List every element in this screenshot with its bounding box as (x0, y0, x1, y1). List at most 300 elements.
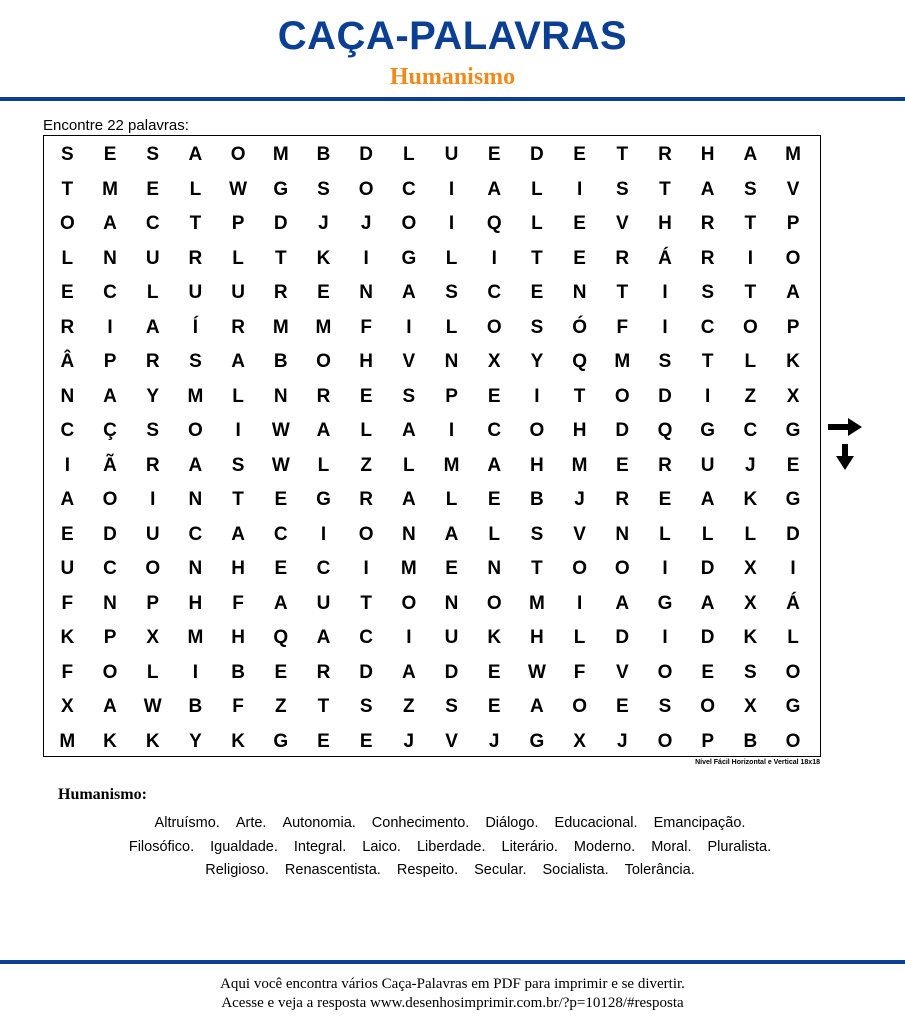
grid-cell: V (786, 178, 800, 200)
grid-cell: W (229, 178, 248, 200)
grid-cell: O (316, 351, 331, 373)
grid-cell: N (401, 523, 416, 545)
grid-cell: A (401, 420, 416, 442)
word-list (40, 812, 860, 883)
grid-cell: C (487, 282, 502, 304)
grid-cell: F (616, 316, 629, 338)
grid-cell: L (659, 523, 671, 545)
grid-cell: D (530, 144, 544, 166)
grid-cell: R (316, 385, 331, 407)
grid-cell: L (488, 523, 501, 545)
word-list-item: Renascentista. (284, 862, 381, 878)
grid-cell: B (530, 489, 544, 511)
grid-cell: A (145, 316, 160, 338)
grid-cell: L (189, 178, 202, 200)
grid-cell: H (359, 351, 374, 373)
grid-cell: L (232, 247, 244, 269)
grid-cell: T (317, 696, 330, 718)
grid-cell: S (744, 178, 757, 200)
grid-cell: S (615, 178, 629, 200)
grid-cell: C (316, 558, 331, 580)
grid-cell: D (444, 661, 459, 683)
grid-cell: G (529, 730, 545, 752)
grid-cell: E (274, 558, 288, 580)
grid-cell: X (61, 696, 74, 718)
grid-cell: L (787, 627, 799, 649)
grid-cell: T (232, 489, 244, 511)
grid-cell: R (145, 454, 160, 476)
grid-cell: D (103, 523, 117, 545)
grid-cell: C (487, 420, 502, 442)
grid-cell: O (572, 558, 587, 580)
grid-cell: N (103, 247, 117, 269)
grid-cell: R (658, 144, 672, 166)
grid-cell: G (273, 730, 289, 752)
word-list-item: Liberdade. (416, 838, 486, 855)
grid-cell: T (360, 592, 372, 614)
grid-cell: E (487, 696, 501, 718)
grid-cell: L (146, 661, 159, 683)
grid-cell: E (573, 213, 586, 235)
grid-cell: W (271, 454, 290, 476)
grid-cell: J (360, 213, 372, 235)
grid-cell: O (614, 385, 630, 407)
grid-cell: A (231, 523, 245, 545)
grid-cell: S (61, 144, 74, 166)
grid-cell: G (657, 592, 673, 614)
grid-cell: I (406, 316, 412, 338)
grid-cell: A (60, 489, 75, 511)
grid-cell: I (363, 247, 369, 269)
grid-cell: E (103, 144, 117, 166)
grid-cell: R (316, 661, 331, 683)
word-search-grid-frame (43, 135, 821, 757)
grid-cell: I (150, 489, 156, 511)
grid-cell: Í (192, 316, 199, 338)
grid-cell: S (744, 661, 757, 683)
grid-cell: S (658, 696, 672, 718)
grid-cell: D (359, 661, 374, 683)
grid-cell: O (358, 523, 374, 545)
word-list-item: Moral. (651, 838, 692, 855)
bottom-divider (0, 960, 905, 964)
grid-cell: T (61, 178, 74, 200)
grid-cell: O (401, 592, 417, 614)
grid-cell: L (445, 316, 458, 338)
grid-cell: L (232, 385, 244, 407)
grid-cell: V (615, 213, 629, 235)
grid-cell: S (530, 316, 544, 338)
grid-cell: N (60, 385, 75, 407)
grid-cell: G (316, 489, 331, 511)
grid-cell: L (531, 178, 543, 200)
grid-cell: T (274, 247, 287, 269)
grid-cell: J (574, 489, 585, 511)
grid-cell: A (700, 592, 715, 614)
word-list-item: Emancipação. (653, 815, 746, 831)
direction-arrows (828, 418, 864, 470)
grid-cell: S (445, 696, 458, 718)
grid-cell: U (60, 558, 75, 580)
grid-cell: O (700, 696, 716, 718)
grid-cell: M (571, 454, 588, 476)
grid-cell: N (103, 592, 117, 614)
grid-cell: L (61, 247, 74, 269)
grid-cell: W (143, 696, 162, 718)
grid-cell: D (658, 385, 672, 407)
grid-cell: S (402, 385, 416, 407)
word-list-item: Tolerância. (624, 862, 695, 878)
grid-cell: Z (403, 696, 415, 718)
grid-cell: O (657, 661, 673, 683)
grid-cell: I (448, 178, 455, 200)
word-list-item: Arte. (235, 815, 267, 831)
grid-cell: Y (146, 385, 160, 407)
grid-cell: A (401, 489, 416, 511)
grid-cell: R (700, 213, 715, 235)
grid-cell: H (572, 420, 587, 442)
grid-cell: A (103, 696, 117, 718)
grid-cell: S (189, 351, 202, 373)
grid-cell: H (530, 627, 544, 649)
grid-cell: E (274, 489, 288, 511)
grid-cell: Q (657, 420, 673, 442)
grid-cell: C (743, 420, 758, 442)
word-list-item: Diálogo. (485, 815, 539, 831)
grid-cell: M (59, 730, 76, 752)
word-list-item: Integral. (293, 838, 347, 855)
grid-cell: G (700, 420, 716, 442)
grid-cell: L (403, 144, 415, 166)
grid-cell: C (103, 558, 117, 580)
grid-cell: E (146, 178, 160, 200)
grid-cell: I (363, 558, 369, 580)
grid-cell: R (231, 316, 245, 338)
grid-cell: P (445, 385, 458, 407)
grid-cell: E (317, 730, 330, 752)
grid-cell: P (786, 316, 800, 338)
grid-cell: N (273, 385, 288, 407)
grid-cell: C (273, 523, 288, 545)
grid-cell: O (572, 696, 587, 718)
grid-cell: I (662, 282, 668, 304)
grid-cell: C (145, 213, 160, 235)
grid-cell: H (658, 213, 672, 235)
grid-cell: D (700, 627, 715, 649)
grid-cell: R (145, 351, 160, 373)
grid-cell: L (531, 213, 543, 235)
grid-cell: F (360, 316, 372, 338)
grid-cell: G (273, 178, 289, 200)
grid-cell: Ó (572, 316, 587, 338)
grid-cell: E (61, 523, 74, 545)
grid-cell: A (188, 454, 203, 476)
grid-cell: O (657, 730, 673, 752)
grid-cell: P (231, 213, 245, 235)
grid-cell: J (488, 730, 500, 752)
grid-cell: C (188, 523, 203, 545)
grid-cell: R (658, 454, 672, 476)
grid-cell: I (747, 247, 753, 269)
grid-cell: I (448, 213, 455, 235)
grid-cell: T (616, 282, 629, 304)
grid-cell: N (188, 558, 203, 580)
grid-cell: Z (744, 385, 757, 407)
grid-cell: M (443, 454, 460, 476)
grid-cell: M (102, 178, 118, 200)
grid-cell: G (785, 420, 801, 442)
grid-cell: L (360, 420, 372, 442)
grid-cell: L (445, 489, 458, 511)
grid-cell: X (573, 730, 586, 752)
grid-cell: Z (274, 696, 287, 718)
word-list-item: Autonomia. (282, 815, 356, 831)
grid-cell: D (615, 627, 630, 649)
grid-cell: B (273, 351, 288, 373)
grid-cell: I (235, 420, 241, 442)
word-search-grid (44, 138, 821, 759)
grid-cell: A (615, 592, 630, 614)
grid-cell: A (316, 627, 331, 649)
grid-cell: U (188, 282, 203, 304)
arrow-down-icon (836, 444, 864, 470)
grid-cell: W (271, 420, 290, 442)
grid-cell: A (786, 282, 800, 304)
grid-cell: P (786, 213, 800, 235)
grid-cell: A (530, 696, 544, 718)
grid-cell: P (146, 592, 160, 614)
grid-cell: K (487, 627, 502, 649)
grid-cell: U (231, 282, 245, 304)
grid-cell: J (745, 454, 756, 476)
grid-cell: I (662, 316, 668, 338)
grid-cell: I (406, 627, 412, 649)
word-list-item: Religioso. (205, 862, 269, 878)
grid-cell: O (358, 178, 374, 200)
grid-cell: A (273, 592, 288, 614)
grid-cell: N (188, 489, 203, 511)
grid-cell: D (786, 523, 800, 545)
grid-cell: Â (60, 351, 75, 373)
grid-cell: Ã (103, 454, 117, 476)
grid-cell: G (401, 247, 417, 269)
grid-cell: A (401, 661, 416, 683)
grid-cell: P (701, 730, 714, 752)
level-note: Nível Fácil Horizontal e Vertical 18x18 (695, 759, 820, 766)
grid-cell: O (59, 213, 75, 235)
grid-cell: A (700, 489, 715, 511)
grid-cell: O (102, 661, 118, 683)
grid-cell: H (530, 454, 544, 476)
grid-cell: A (316, 420, 331, 442)
grid-cell: A (188, 144, 203, 166)
grid-cell: U (700, 454, 715, 476)
grid-cell: Á (786, 592, 800, 614)
grid-cell: F (573, 661, 586, 683)
word-list-item: Altruísmo. (154, 815, 220, 831)
grid-cell: N (615, 523, 630, 545)
grid-cell: C (60, 420, 75, 442)
grid-cell: O (230, 144, 246, 166)
grid-cell: E (615, 454, 629, 476)
grid-cell: O (486, 592, 502, 614)
grid-cell: O (529, 420, 545, 442)
grid-cell: T (573, 385, 586, 407)
grid-cell: M (187, 385, 204, 407)
grid-cell: V (445, 730, 458, 752)
grid-cell: A (487, 454, 502, 476)
grid-cell: I (320, 523, 327, 545)
grid-cell: T (659, 178, 671, 200)
grid-cell: E (530, 282, 544, 304)
grid-cell: F (232, 696, 244, 718)
arrow-right-icon (828, 418, 864, 436)
word-list-item: Educacional. (554, 815, 638, 831)
grid-cell: R (615, 489, 630, 511)
grid-cell: E (573, 144, 586, 166)
grid-cell: H (700, 144, 715, 166)
grid-cell: M (315, 316, 332, 338)
grid-cell: I (64, 454, 70, 476)
grid-cell: I (576, 592, 583, 614)
grid-cell: A (700, 178, 715, 200)
grid-cell: E (487, 489, 501, 511)
page-title: CAÇA-PALAVRAS (277, 14, 628, 58)
grid-cell: S (146, 144, 160, 166)
grid-cell: X (146, 627, 160, 649)
grid-cell: Q (486, 213, 502, 235)
grid-cell: H (231, 558, 245, 580)
grid-cell: U (444, 144, 459, 166)
grid-cell: Y (530, 351, 544, 373)
word-list-item: Conhecimento. (371, 815, 470, 831)
grid-cell: P (103, 351, 117, 373)
word-list-item: Igualdade. (210, 838, 278, 855)
grid-cell: N (487, 558, 502, 580)
grid-cell: I (576, 178, 583, 200)
grid-cell: M (614, 351, 631, 373)
grid-cell: X (744, 592, 757, 614)
word-list-item: Socialista. (542, 862, 609, 878)
grid-cell: D (615, 420, 630, 442)
grid-cell: O (486, 316, 502, 338)
grid-cell: C (401, 178, 416, 200)
top-divider (0, 97, 905, 101)
grid-cell: S (317, 178, 330, 200)
grid-cell: X (786, 385, 800, 407)
grid-cell: B (743, 730, 758, 752)
grid-cell: M (272, 316, 289, 338)
grid-cell: K (145, 730, 160, 752)
footer-line-1: Aqui você encontra vários Caça-Palavras em PDF para imprimir e se divertir. (220, 976, 685, 992)
grid-cell: E (615, 696, 629, 718)
grid-cell: L (573, 627, 586, 649)
grid-cell: D (359, 144, 374, 166)
grid-cell: R (273, 282, 288, 304)
grid-cell: C (700, 316, 715, 338)
grid-cell: X (487, 351, 501, 373)
grid-cell: B (231, 661, 245, 683)
grid-cell: M (400, 558, 417, 580)
word-list-item: Respeito. (396, 862, 459, 878)
grid-cell: L (445, 247, 458, 269)
grid-cell: Q (572, 351, 587, 373)
grid-cell: C (359, 627, 374, 649)
grid-cell: D (273, 213, 288, 235)
grid-cell: S (701, 282, 714, 304)
grid-cell: I (491, 247, 497, 269)
grid-cell: Á (658, 247, 672, 269)
grid-cell: I (534, 385, 540, 407)
grid-cell: E (359, 385, 373, 407)
grid-cell: O (785, 247, 801, 269)
grid-cell: E (359, 730, 373, 752)
grid-cell: K (743, 489, 758, 511)
grid-cell: C (103, 282, 117, 304)
grid-cell: H (231, 627, 245, 649)
grid-cell: A (401, 282, 416, 304)
grid-cell: O (742, 316, 758, 338)
grid-cell: Q (273, 627, 289, 649)
grid-cell: I (662, 558, 668, 580)
grid-cell: J (318, 213, 329, 235)
grid-cell: O (785, 730, 801, 752)
grid-cell: I (705, 385, 711, 407)
grid-cell: S (231, 454, 245, 476)
word-list-item: Literário. (501, 838, 558, 855)
grid-cell: N (572, 282, 587, 304)
grid-cell: M (272, 144, 289, 166)
grid-cell: E (317, 282, 330, 304)
word-list-item: Moderno. (573, 838, 636, 855)
grid-cell: E (487, 385, 501, 407)
word-list-item: Pluralista. (707, 838, 772, 855)
grid-cell: V (402, 351, 416, 373)
grid-cell: Z (360, 454, 372, 476)
grid-cell: A (103, 213, 117, 235)
grid-cell: O (614, 558, 630, 580)
grid-cell: O (401, 213, 417, 235)
grid-cell: A (444, 523, 459, 545)
grid-cell: L (146, 282, 159, 304)
grid-cell: A (487, 178, 502, 200)
grid-cell: P (103, 627, 117, 649)
grid-cell: E (445, 558, 458, 580)
grid-cell: N (359, 282, 374, 304)
grid-cell: B (316, 144, 331, 166)
grid-cell: M (528, 592, 545, 614)
grid-cell: J (616, 730, 628, 752)
grid-cell: D (700, 558, 715, 580)
grid-cell: A (231, 351, 245, 373)
grid-cell: L (701, 523, 714, 545)
grid-cell: K (316, 247, 331, 269)
grid-cell: U (444, 627, 459, 649)
grid-cell: R (700, 247, 715, 269)
grid-cell: I (107, 316, 113, 338)
grid-cell: E (573, 247, 586, 269)
grid-cell: S (445, 282, 458, 304)
grid-cell: R (188, 247, 203, 269)
grid-cell: E (61, 282, 74, 304)
grid-cell: K (743, 627, 758, 649)
page-subtitle: Humanismo (389, 64, 516, 90)
footer (0, 975, 905, 1013)
grid-cell: K (231, 730, 245, 752)
grid-cell: R (615, 247, 630, 269)
grid-cell: T (616, 144, 629, 166)
grid-cell: V (615, 661, 629, 683)
